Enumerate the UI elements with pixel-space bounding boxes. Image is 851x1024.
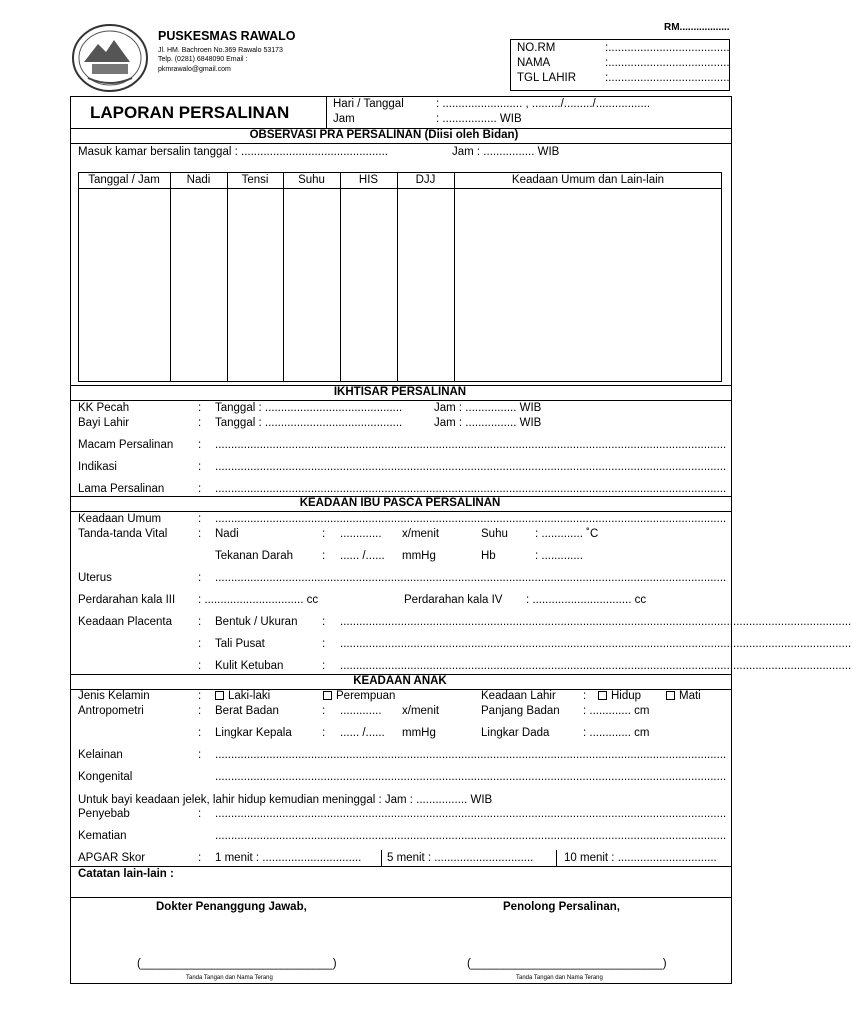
mati-checkbox[interactable] [666,691,675,700]
uterus-field[interactable]: ................................................................................................................................................................ [215,572,727,584]
keadaan-umum-label: Keadaan Umum [78,513,162,525]
clinic-logo [70,22,150,94]
antropometri-label: Antropometri [78,705,144,717]
penolong-title: Penolong Persalinan, [503,901,620,913]
clinic-email: pkmrawalo@gmail.com [158,66,231,73]
lingkar-dada-value[interactable]: : ............. cm [583,727,650,739]
kongenital-label: Kongenital [78,771,133,783]
col-tanggal-jam: Tanggal / Jam [88,174,160,186]
clinic-phone: Telp. (0281) 6848090 Email : [158,56,248,63]
dokter-signature-line[interactable]: (______________________________) [137,958,337,970]
kematian-label: Kematian [78,830,127,842]
hidup-option[interactable]: Hidup [598,690,641,702]
uterus-colon: : [198,572,202,584]
perempuan-checkbox[interactable] [323,691,332,700]
form-title: LAPORAN PERSALINAN [90,103,290,122]
bentuk-ukuran-field[interactable]: ................................................................................................................................................................ [340,616,851,628]
perdarahan-kala3-value[interactable]: : ............................... cc [198,594,319,606]
td-value[interactable]: ...... /...... [340,550,385,562]
nadi-label: Nadi [215,528,239,540]
keadaan-lahir-label: Keadaan Lahir [481,690,556,702]
rm-label: RM.................. [664,22,730,33]
keadaan-placenta-label: Keadaan Placenta [78,616,172,628]
kongenital-field[interactable]: ................................................................................................................................................................ [215,771,727,783]
kl-colon: : [583,690,587,702]
kulit-ketuban-label: Kulit Ketuban [215,660,284,672]
bentuk-colon: : [322,616,326,628]
catatan-label[interactable]: Catatan lain-lain : [78,868,174,880]
panjang-badan-label: Panjang Badan [481,705,560,717]
patient-norm-label: NO.RM [517,42,556,54]
bayi-lahir-tanggal[interactable]: Tanggal : ........................................... [215,417,403,429]
macam-persalinan-label: Macam Persalinan [78,439,174,451]
berat-badan-label: Berat Badan [215,705,279,717]
apgar-5-menit[interactable]: 5 menit : ............................... [387,852,534,864]
uterus-label: Uterus [78,572,112,584]
kematian-field[interactable]: ................................................................................................................................................................ [215,830,727,842]
anak-title: KEADAAN ANAK [353,675,447,687]
td-unit: mmHg [402,550,436,562]
bayi-meninggal-field[interactable]: Untuk bayi keadaan jelek, lahir hidup kemudian meninggal : Jam : ................ WIB [78,794,493,806]
jam-value[interactable]: : ................. WIB [436,113,522,125]
panjang-badan-value[interactable]: : ............. cm [583,705,650,717]
observasi-title: OBSERVASI PRA PERSALINAN (Diisi oleh Bidan) [249,129,519,141]
kk-pecah-jam[interactable]: Jam : ................ WIB [434,402,542,414]
penyebab-field[interactable]: ................................................................................................................................................................ [215,808,727,820]
indikasi-colon: : [198,461,202,473]
perdarahan-kala4-label: Perdarahan kala IV [404,594,503,606]
lk-colon: : [322,727,326,739]
patient-nama-value[interactable]: :...................................... [605,57,730,69]
hb-value[interactable]: : ............. [535,550,583,562]
apgar-label: APGAR Skor [78,852,146,864]
patient-norm-value[interactable]: :...................................... [605,42,730,54]
suhu-label: Suhu [481,528,508,540]
kk-pecah-label: KK Pecah [78,402,130,414]
bayi-lahir-colon: : [198,417,202,429]
clinic-name: PUSKESMAS RAWALO [158,29,296,43]
col-suhu: Suhu [298,174,325,186]
penyebab-colon: : [198,808,202,820]
ku-colon: : [198,513,202,525]
antro-colon: : [198,705,202,717]
td-colon: : [322,550,326,562]
suhu-value[interactable]: : ............. ˚C [535,528,599,540]
patient-tgl-lahir-label: TGL LAHIR [517,72,577,84]
kelainan-colon: : [198,749,202,761]
ibu-title: KEADAAN IBU PASCA PERSALINAN [299,497,501,509]
tv-colon: : [198,528,202,540]
dokter-caption: Tanda Tangan dan Nama Terang [186,975,273,981]
nadi-unit: x/menit [402,528,440,540]
tali-colon-left: : [198,638,202,650]
nadi-value[interactable]: ............. [340,528,382,540]
tanda-vital-label: Tanda-tanda Vital [78,528,168,540]
col-keadaan-umum: Keadaan Umum dan Lain-lain [511,174,665,186]
bayi-lahir-jam[interactable]: Jam : ................ WIB [434,417,542,429]
observasi-table [78,172,722,382]
hari-tanggal-label: Hari / Tanggal [333,98,404,110]
lingkar-dada-label: Lingkar Dada [481,727,550,739]
apgar-colon: : [198,852,202,864]
tali-pusat-label: Tali Pusat [215,638,265,650]
kulit-colon-left: : [198,660,202,672]
indikasi-field[interactable]: ................................................................................................................................................................ [215,461,727,473]
hidup-checkbox[interactable] [598,691,607,700]
bb-colon: : [322,705,326,717]
col-nadi: Nadi [186,174,211,186]
kk-pecah-tanggal[interactable]: Tanggal : ........................................... [215,402,403,414]
perdarahan-kala3-label: Perdarahan kala III [78,594,176,606]
tekanan-darah-label: Tekanan Darah [215,550,293,562]
penolong-caption: Tanda Tangan dan Nama Terang [516,975,603,981]
lingkar-kepala-unit: mmHg [402,727,436,739]
col-his: HIS [358,174,379,186]
bentuk-ukuran-label: Bentuk / Ukuran [215,616,298,628]
kk-pecah-colon: : [198,402,202,414]
keadaan-umum-field[interactable]: ................................................................................................................................................................ [215,513,727,525]
nadi-colon: : [322,528,326,540]
mati-option[interactable]: Mati [666,690,701,702]
laki-laki-option[interactable]: Laki-laki [215,690,270,702]
col-djj: DJJ [415,174,436,186]
berat-badan-value[interactable]: ............. [340,705,382,717]
indikasi-label: Indikasi [78,461,117,473]
penolong-signature-line[interactable]: (______________________________) [467,958,667,970]
tali-pusat-field[interactable]: ................................................................................................................................................................ [340,638,851,650]
hb-label: Hb [481,550,496,562]
jenis-kelamin-label: Jenis Kelamin [78,690,150,702]
macam-colon: : [198,439,202,451]
lingkar-kepala-value[interactable]: ...... /...... [340,727,385,739]
patient-nama-label: NAMA [517,57,551,69]
masuk-kamar-field[interactable]: Masuk kamar bersalin tanggal : .............................................. [78,146,388,158]
lama-persalinan-label: Lama Persalinan [78,483,165,495]
jk-colon: : [198,690,202,702]
kulit-ketuban-field[interactable]: ................................................................................................................................................................ [340,660,851,672]
tali-colon: : [322,638,326,650]
hari-tanggal-value[interactable]: : ......................... , ........./........./................. [436,98,651,110]
masuk-kamar-jam[interactable]: Jam : ................ WIB [452,146,560,158]
macam-persalinan-field[interactable]: ................................................................................................................................................................ [215,439,727,451]
kulit-colon: : [322,660,326,672]
perempuan-option[interactable]: Perempuan [323,690,395,702]
perdarahan-kala4-value[interactable]: : ............................... cc [526,594,647,606]
kelainan-label: Kelainan [78,749,123,761]
lk-colon-left: : [198,727,202,739]
patient-tgl-lahir-value[interactable]: :...................................... [605,72,730,84]
col-tensi: Tensi [241,174,269,186]
lama-persalinan-field[interactable]: ................................................................................................................................................................ [215,483,727,495]
penyebab-label: Penyebab [78,808,130,820]
clinic-address: Jl. HM. Bachroen No.369 Rawalo 53173 [158,47,283,54]
kelainan-field[interactable]: ................................................................................................................................................................ [215,749,727,761]
jam-label: Jam [333,113,355,125]
berat-badan-unit: x/menit [402,705,440,717]
apgar-10-menit[interactable]: 10 menit : ............................... [564,852,717,864]
bayi-lahir-label: Bayi Lahir [78,417,130,429]
ikhtisar-title: IKHTISAR PERSALINAN [333,386,467,398]
placenta-colon: : [198,616,202,628]
laki-laki-checkbox[interactable] [215,691,224,700]
lama-colon: : [198,483,202,495]
dokter-title: Dokter Penanggung Jawab, [156,901,307,913]
apgar-1-menit[interactable]: 1 menit : ............................... [215,852,362,864]
lingkar-kepala-label: Lingkar Kepala [215,727,292,739]
